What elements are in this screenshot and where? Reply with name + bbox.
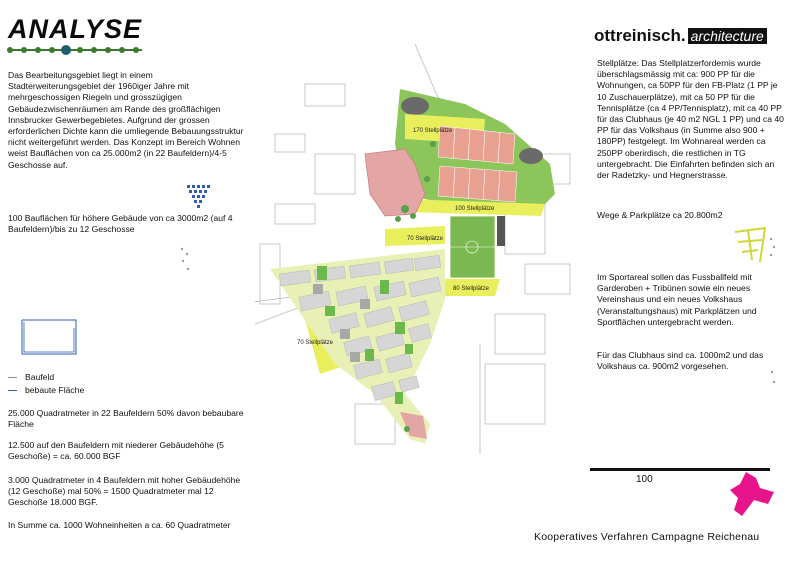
page-title: ANALYSE: [8, 14, 143, 44]
title-dot-rule: [6, 44, 146, 56]
scale-label: 100: [636, 474, 653, 485]
grandstand: [497, 216, 505, 246]
parking-label-70-west: 70 Stellplätze: [297, 340, 334, 346]
magenta-shape: [728, 470, 778, 520]
high-buildings-text: 100 Bauflächen für höhere Gebäude von ca 3000m2 (auf 4 Baufeldern)/bis zu 12 Geschosse: [8, 213, 233, 235]
wege-text: Wege & Parkplätze ca 20.800m2: [597, 210, 723, 220]
clubhaus-text: Für das Clubhaus sind ca. 1000m2 und das Volkshaus ca. 900m2 vorgesehen.: [597, 350, 764, 372]
parking-label-80: 80 Stellplätze: [453, 286, 490, 292]
parking-label-100: 100 Stellplätze: [455, 206, 495, 212]
legend-label-baufeld: Baufeld: [25, 372, 55, 382]
site-outline-diagram: [20, 318, 80, 356]
intro-text: Das Bearbeitungsgebiet liegt in einem Stadterweiterungsgebiet der 1960iger Jahre mit mehrgeschossigen Riegeln und grosszügigen Gebäudezwischenräumen am Rande des großflächigen Innsbrucker Gewerbegebietes. Aufgrund der grossen erforderlichen Dichte kann die umliegende Bebauungsstruktur nicht weitergeführt werden. Das Konzept im Bereich Wohnen weist Bauflächen von ca 25.000m2 (in 22 Baufeldern)/4-5 Geschosse auf.: [8, 70, 244, 170]
legend: [8, 372, 248, 398]
legend-swatch-baufeld: [8, 377, 17, 378]
logo: [594, 26, 767, 46]
legend-item-bebaute: [8, 385, 248, 396]
pond-east: [519, 148, 543, 164]
high-buildings-diagram: [185, 183, 213, 211]
legend-item-baufeld: [8, 372, 248, 383]
stellplaetze-text: Stellplätze: Das Stellplatzerfordernis wurde überschlagsmässig mit ca: 900 PP für die Wohnungen, ca 50PP für den FB-Platz (1 PP je 10 Zuschauerplätze), mit ca 50 PP für die Tennisplätze (ca 4 PP/Tennisplatz), mit ca 40 PP für das Clubhaus (je 40 m2 NGL 1 PP) und ca 40 PP für das Volkshaus (in Summe also 900 + 180PP) festgelegt. Im Wohnareal werden ca 250PP oberirdisch, die restlichen in TG untergebracht. Die Einfahrten befinden sich an der Radetzky- und Hegnerstrasse.: [597, 58, 784, 181]
scatter-dots-right-2: [768, 368, 778, 390]
parking-label-170: 170 Stellplätze: [413, 128, 453, 134]
footer-title: Kooperatives Verfahren Campagne Reichenau: [534, 531, 760, 543]
calc-text-4: In Summe ca. 1000 Wohneinheiten a ca. 60 Quadratmeter: [8, 520, 231, 530]
scatter-dots-left: [178, 245, 192, 275]
sportareal-text: Im Sportareal sollen das Fussballfeld mit Garderoben + Tribünen sowie ein neues Vereinshaus und ein neues Volkshaus (Veranstaltungshaus) mit Parkplätzen und Sportflächen untergebracht werden.: [597, 272, 757, 327]
site-plan-map: [255, 44, 585, 464]
tennis-courts-lower: [438, 166, 517, 202]
logo-sub: architecture: [688, 28, 767, 44]
scatter-dots-right: [768, 236, 778, 258]
calc-text-3: 3.000 Quadratmeter in 4 Baufeldern mit hoher Gebäudehöhe (12 Geschoße) mal 50% = 1500 Quadratmeter mal 12 Geschoße 18.000 BGF.: [8, 475, 241, 508]
calc-text-1: 25.000 Quadratmeter in 22 Baufeldern 50% davon bebaubare Fläche: [8, 408, 244, 430]
parking-label-70-north: 70 Stellplätze: [407, 236, 444, 242]
legend-swatch-bebaute: [8, 390, 17, 391]
legend-label-bebaute: bebaute Fläche: [25, 385, 85, 395]
logo-main: ottreinisch.: [594, 26, 686, 45]
calc-text-2: 12.500 auf den Baufeldern mit niederer Gebäudehöhe (5 Geschoße) = ca. 60.000 BGF: [8, 440, 224, 462]
pond-north: [401, 97, 429, 115]
